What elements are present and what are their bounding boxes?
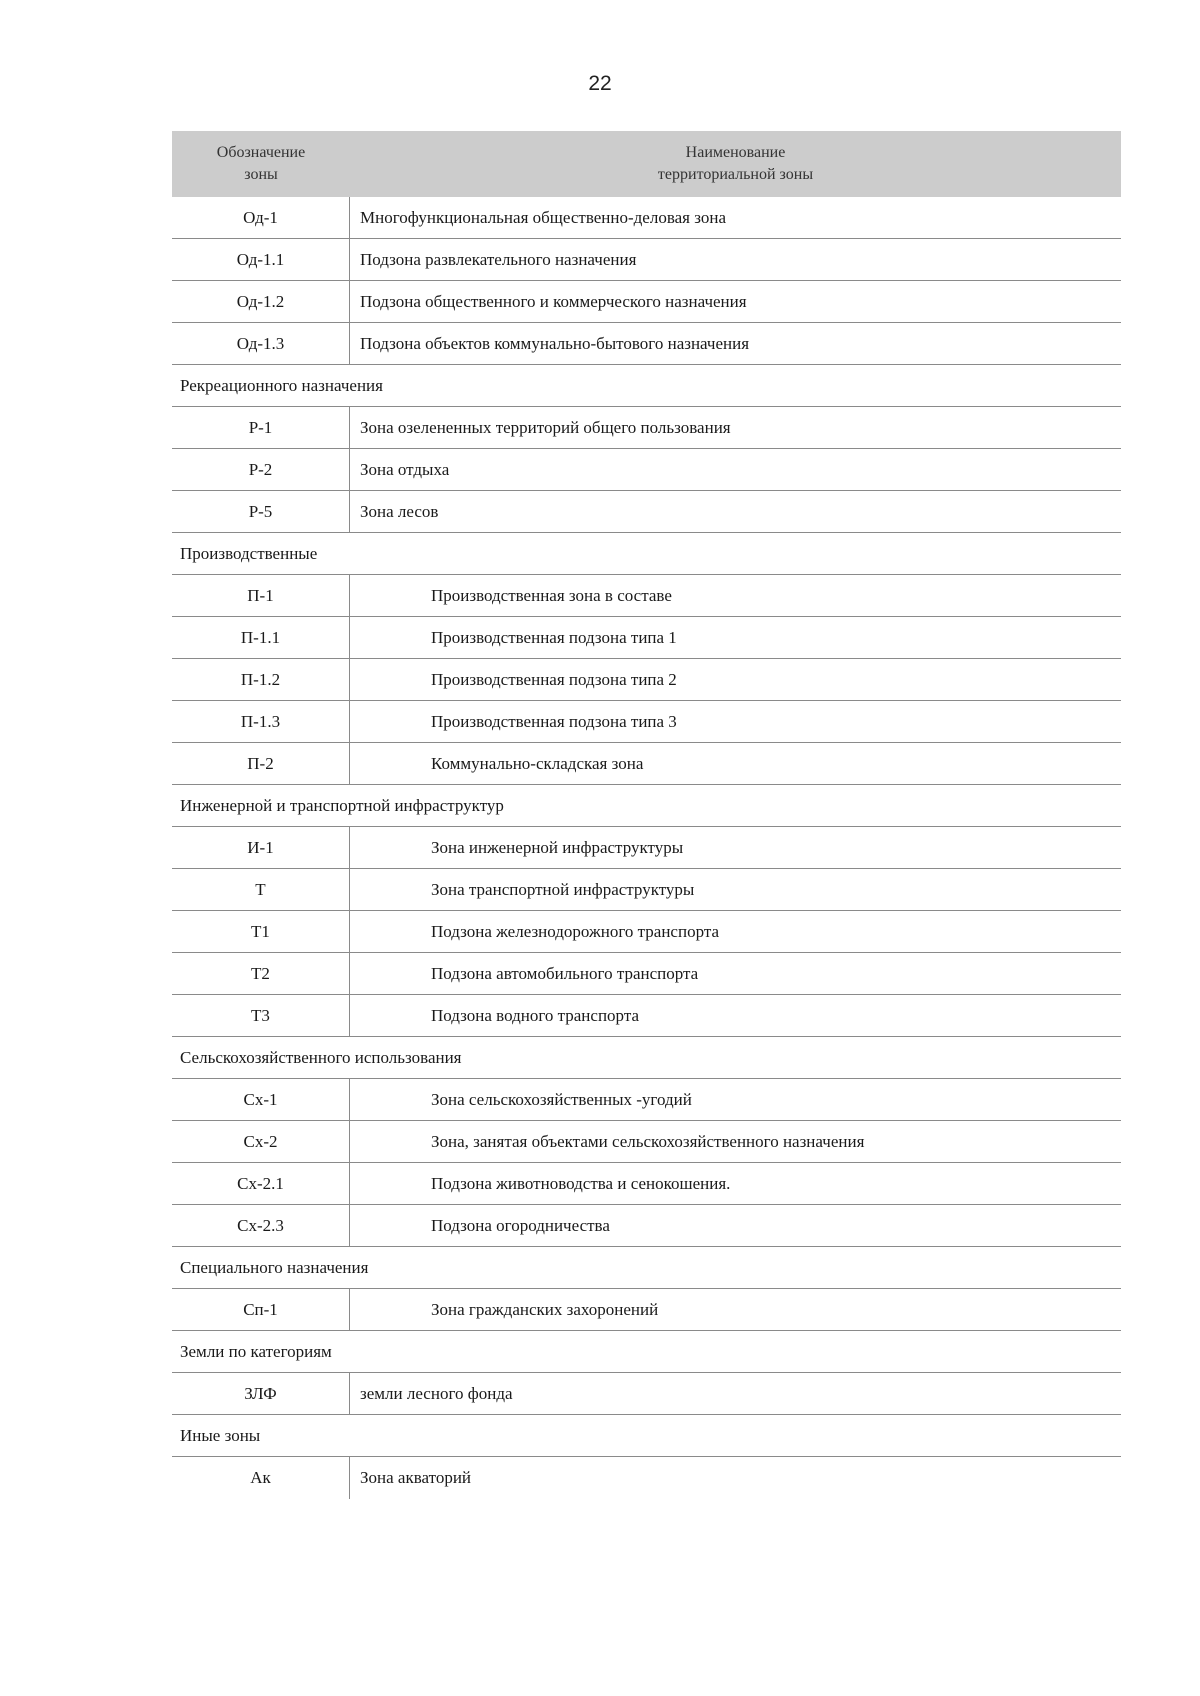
zone-code: П-1 xyxy=(172,575,350,616)
zone-name: Зона акваторий xyxy=(360,1468,472,1487)
zone-name: Подзона развлекательного назначения xyxy=(360,249,637,269)
zone-code: Сх-2 xyxy=(172,1121,350,1162)
table-row xyxy=(172,1121,1121,1163)
section-heading: Сельскохозяйственного использования xyxy=(172,1037,1121,1079)
zone-code: Од-1.3 xyxy=(172,323,350,364)
zone-code: Т1 xyxy=(172,911,350,952)
zone-code: Од-1 xyxy=(172,197,350,238)
zone-code: Сх-1 xyxy=(172,1079,350,1120)
table-row xyxy=(172,1373,1121,1415)
zone-code: ЗЛФ xyxy=(172,1373,350,1414)
zone-code: Р-1 xyxy=(172,407,350,448)
zone-name: Многофункциональная общественно-деловая зона xyxy=(360,207,727,227)
table-row xyxy=(172,1163,1121,1205)
zone-code: Од-1.2 xyxy=(172,281,350,322)
zone-code: Од-1.1 xyxy=(172,239,350,280)
zone-code: Т3 xyxy=(172,995,350,1036)
zone-name: Подзона водного транспорта xyxy=(431,1005,640,1025)
page-number: 22 xyxy=(588,72,612,95)
table-row xyxy=(172,659,1121,701)
zone-code: П-1.1 xyxy=(172,617,350,658)
zone-code: Ак xyxy=(172,1457,350,1499)
zone-code: Т2 xyxy=(172,953,350,994)
zone-code: П-1.3 xyxy=(172,701,350,742)
table-row xyxy=(172,617,1121,659)
table-row xyxy=(172,575,1121,617)
zone-code: Сх-2.1 xyxy=(172,1163,350,1204)
section-heading: Специального назначения xyxy=(172,1247,1121,1289)
zone-name: Коммунально-складская зона xyxy=(431,753,644,773)
table-row xyxy=(172,491,1121,533)
zone-name: Зона озелененных территорий общего пользования xyxy=(360,417,731,437)
section-heading: Инженерной и транспортной инфраструктур xyxy=(172,785,1121,827)
table-row xyxy=(172,281,1121,323)
zone-name: Зона сельскохозяйственных -угодий xyxy=(431,1089,692,1109)
zone-name: Производственная подзона типа 1 xyxy=(431,627,677,647)
zone-table xyxy=(172,131,1121,1499)
table-row xyxy=(172,1289,1121,1331)
zone-name: Производственная зона в составе xyxy=(431,585,672,605)
zone-name: Подзона животноводства и сенокошения. xyxy=(431,1173,731,1193)
zone-name: Подзона железнодорожного транспорта xyxy=(431,921,720,941)
header-name-column: Наименование территориальной зоны xyxy=(657,144,814,183)
table-row xyxy=(172,1205,1121,1247)
zone-name: земли лесного фонда xyxy=(360,1383,513,1403)
zone-code: Р-2 xyxy=(172,449,350,490)
table-row xyxy=(172,407,1121,449)
table-row xyxy=(172,701,1121,743)
zone-name: Подзона общественного и коммерческого назначения xyxy=(360,291,747,311)
zone-name: Зона инженерной инфраструктуры xyxy=(431,837,684,857)
header-code-column: Обозначение зоны xyxy=(216,144,306,183)
table-row xyxy=(172,449,1121,491)
zone-name: Подзона огородничества xyxy=(431,1215,610,1235)
table-header xyxy=(172,131,1121,197)
zone-code: П-2 xyxy=(172,743,350,784)
zone-code: Т xyxy=(172,869,350,910)
table-row xyxy=(172,323,1121,365)
section-heading: Земли по категориям xyxy=(172,1331,1121,1373)
section-heading: Рекреационного назначения xyxy=(172,365,1121,407)
table-row xyxy=(172,911,1121,953)
zone-name: Зона отдыха xyxy=(360,459,450,479)
table-row xyxy=(172,743,1121,785)
section-heading: Иные зоны xyxy=(172,1415,1121,1457)
zone-name: Подзона автомобильного транспорта xyxy=(431,963,699,983)
table-row xyxy=(172,1457,1121,1499)
table-row xyxy=(172,197,1121,239)
zone-code: Сх-2.3 xyxy=(172,1205,350,1246)
zone-name: Производственная подзона типа 2 xyxy=(431,669,677,689)
table-row xyxy=(172,1079,1121,1121)
zone-name: Зона транспортной инфраструктуры xyxy=(431,879,695,899)
table-row xyxy=(172,869,1121,911)
table-body xyxy=(172,197,1121,1499)
zone-code: И-1 xyxy=(172,827,350,868)
zone-name: Производственная подзона типа 3 xyxy=(431,711,677,731)
table-row xyxy=(172,239,1121,281)
zone-code: Р-5 xyxy=(172,491,350,532)
table-row xyxy=(172,827,1121,869)
zone-name: Зона, занятая объектами сельскохозяйственного назначения xyxy=(431,1131,865,1151)
zone-code: Сп-1 xyxy=(172,1289,350,1330)
zone-code: П-1.2 xyxy=(172,659,350,700)
zone-name: Зона гражданских захоронений xyxy=(431,1299,659,1319)
table-row xyxy=(172,995,1121,1037)
section-heading: Производственные xyxy=(172,533,1121,575)
zone-name: Подзона объектов коммунально-бытового назначения xyxy=(360,333,750,353)
table-row xyxy=(172,953,1121,995)
zone-name: Зона лесов xyxy=(360,501,439,521)
